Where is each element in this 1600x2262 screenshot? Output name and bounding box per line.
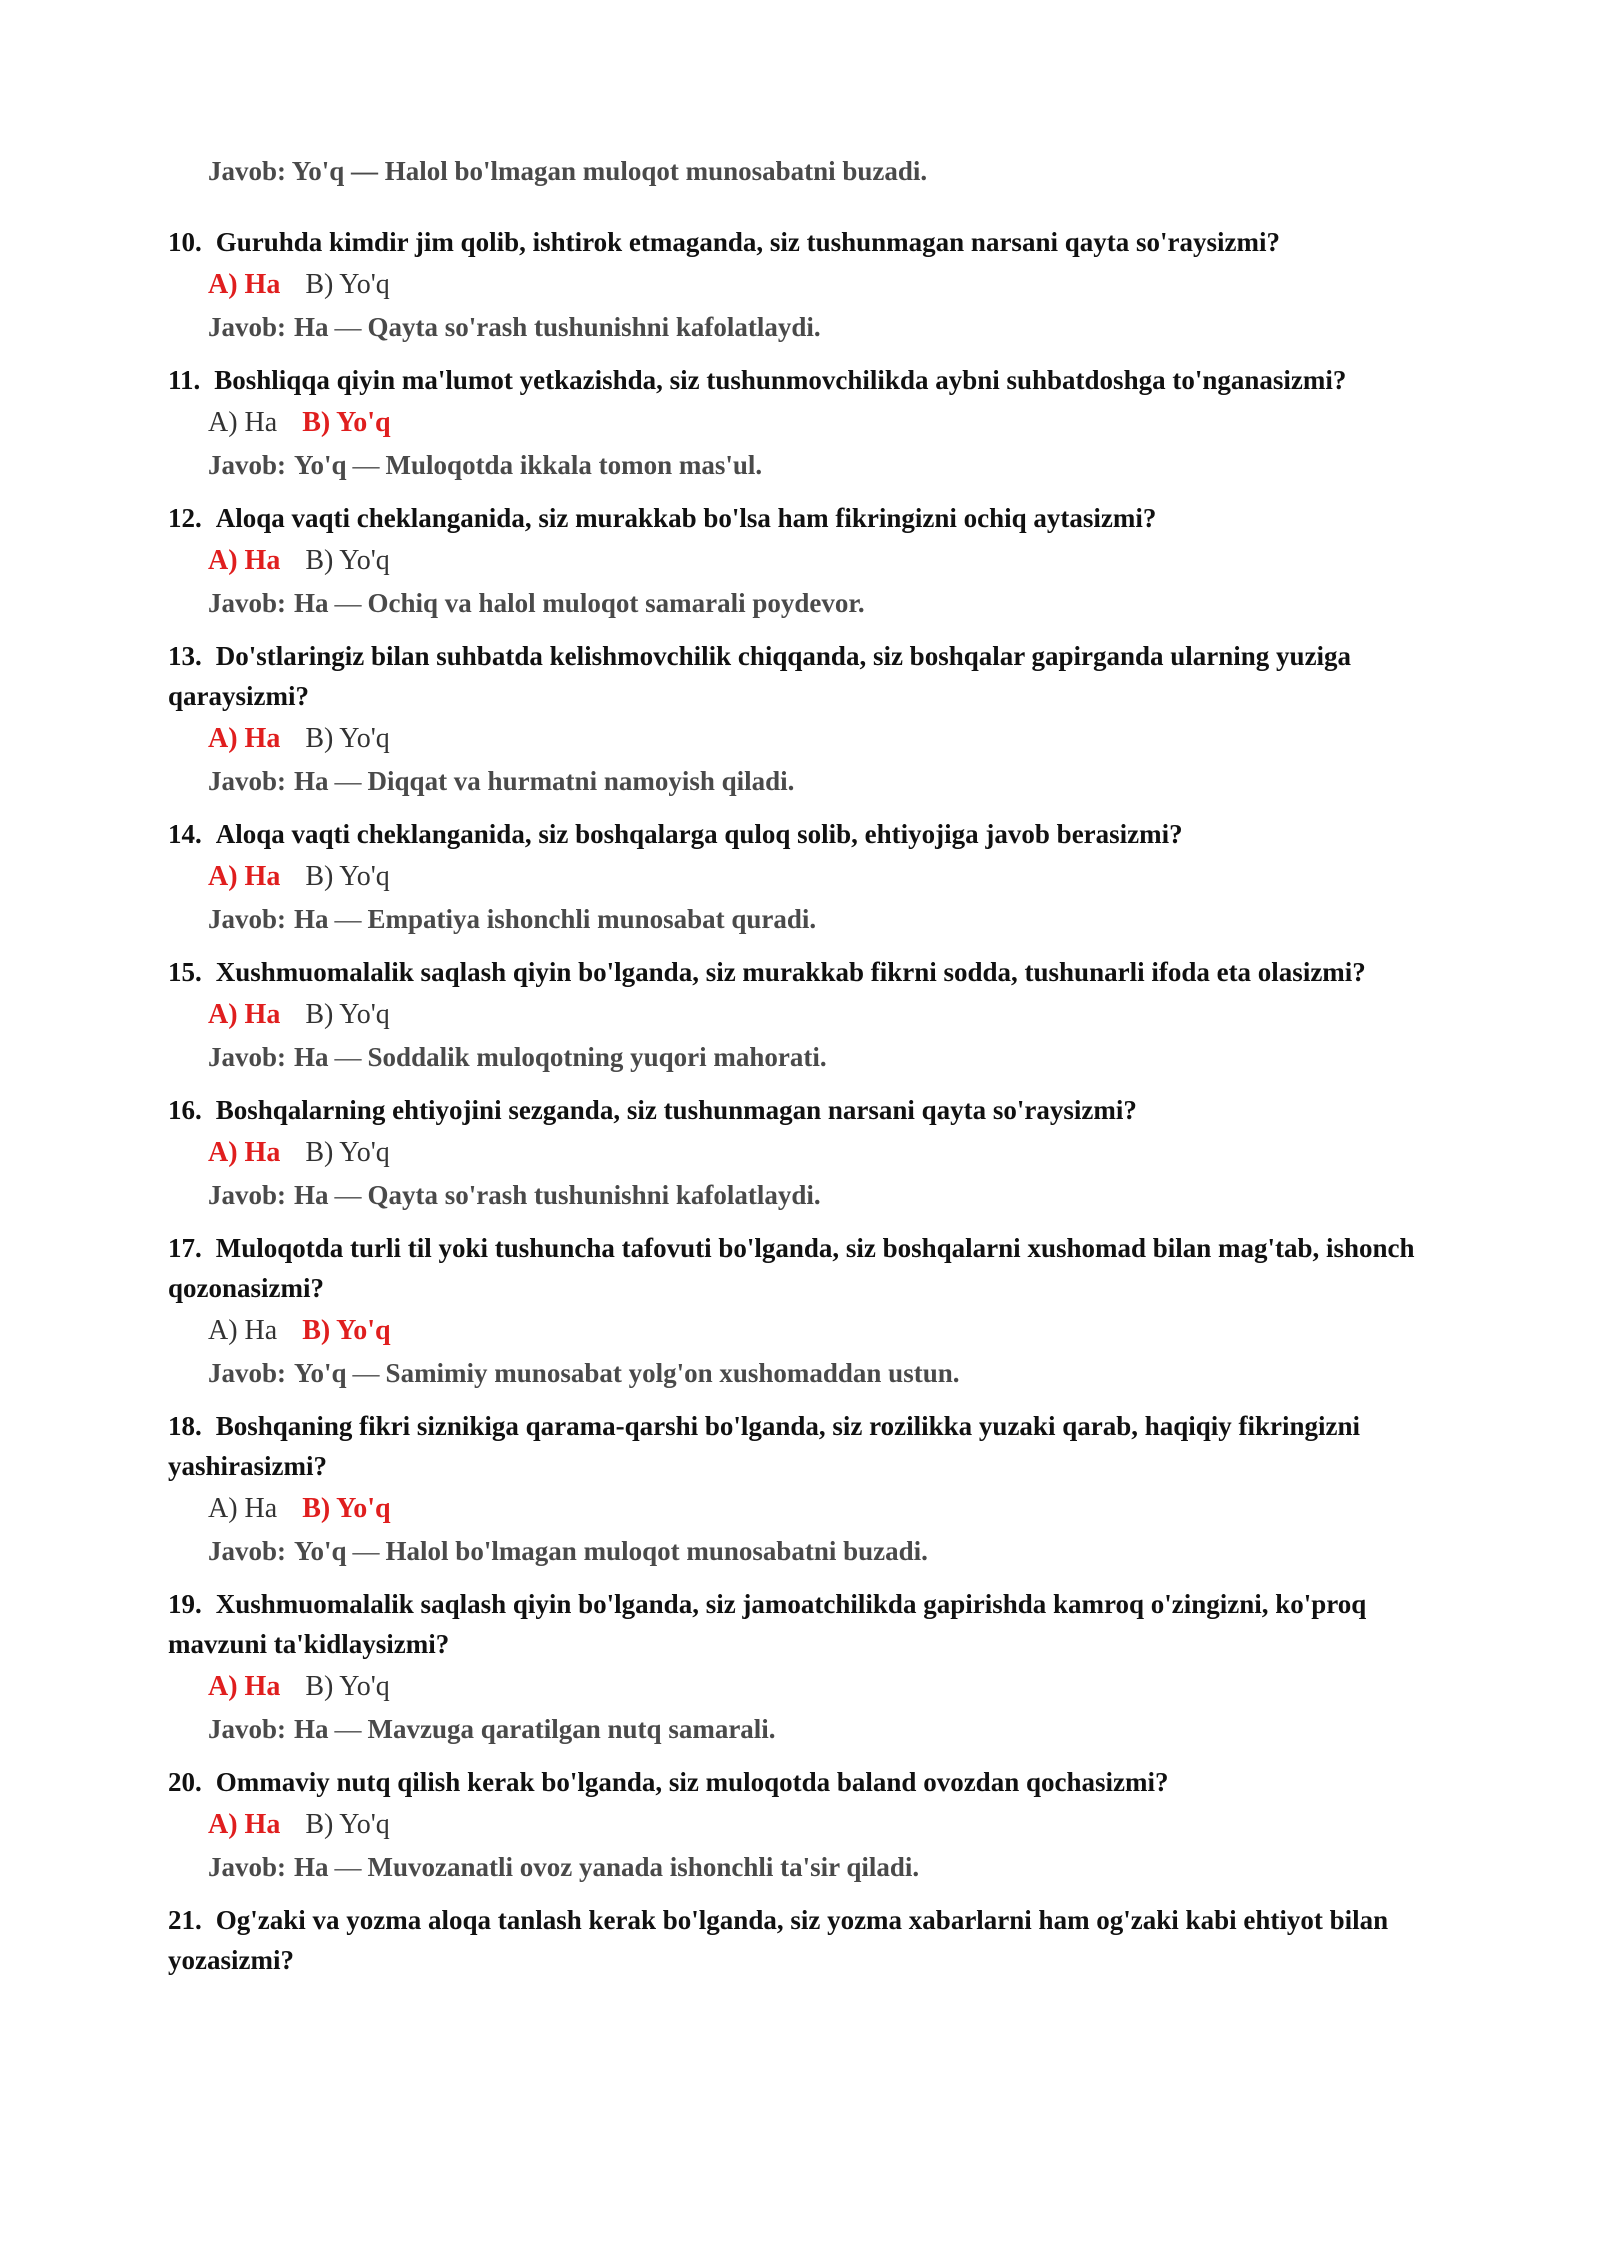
question-item [168,1090,1450,1216]
option-a: A) Ha [208,1809,281,1840]
options-row [208,1310,1450,1352]
answer-explanation: Ochiq va halol muloqot samarali poydevor. [367,588,865,618]
question-number: 14. [168,819,202,849]
question-number: 16. [168,1095,202,1125]
option-b: B) Yo'q [302,1493,391,1524]
question-number: 12. [168,503,202,533]
question-list [168,222,1450,1980]
question-text [168,222,1450,262]
answer-label: Javob: [208,1358,287,1388]
question-body: Guruhda kimdir jim qolib, ishtirok etmaganda, siz tushunmagan narsani qayta so'raysizmi? [215,227,1280,257]
options-row [208,1488,1450,1530]
option-b: B) Yo'q [305,999,390,1030]
answer-line [208,1708,1450,1750]
answer-value: Ha [294,766,329,796]
answer-line [208,582,1450,624]
question-item [168,1900,1450,1980]
question-body: Boshliqqa qiyin ma'lumot yetkazishda, siz tushunmovchilikda aybni suhbatdoshga to'nganasizmi? [214,365,1347,395]
options-row [208,994,1450,1036]
option-a: A) Ha [208,999,281,1030]
answer-label: Javob: [208,1042,287,1072]
option-a: A) Ha [208,861,281,892]
answer-line [208,444,1450,486]
options-row [208,402,1450,444]
question-body: Do'stlaringiz bilan suhbatda kelishmovchilik chiqqanda, siz boshqalar gapirganda ularning yuziga qaraysizmi? [168,641,1352,711]
question-number: 20. [168,1767,202,1797]
answer-dash: — [334,904,362,934]
answer-label: Javob: [208,588,287,618]
option-a: A) Ha [208,1671,281,1702]
question-item [168,498,1450,624]
option-b: B) Yo'q [305,269,390,300]
answer-dash: — [352,1358,380,1388]
question-number: 17. [168,1233,202,1263]
option-a: A) Ha [208,269,281,300]
answer-dash: — [352,450,380,480]
question-body: Boshqaning fikri siznikiga qarama-qarshi bo'lganda, siz rozilikka yuzaki qarab, haqiqiy fikringizni yashirasizmi? [168,1411,1361,1481]
question-number: 21. [168,1905,202,1935]
question-text [168,360,1450,400]
question-text [168,498,1450,538]
option-b: B) Yo'q [305,861,390,892]
question-text [168,952,1450,992]
question-body: Ommaviy nutq qilish kerak bo'lganda, siz muloqotda baland ovozdan qochasizmi? [215,1767,1169,1797]
question-text [168,1900,1450,1980]
answer-label: Javob: [208,1852,287,1882]
question-text [168,1584,1450,1664]
answer-label: Javob: [208,1180,287,1210]
answer-dash: — [334,1852,362,1882]
option-a: A) Ha [208,1137,281,1168]
option-a: A) Ha [208,545,281,576]
answer-dash: — [334,766,362,796]
question-item [168,1228,1450,1394]
question-text [168,1406,1450,1486]
option-b: B) Yo'q [305,723,390,754]
answer-explanation: Diqqat va hurmatni namoyish qiladi. [367,766,795,796]
answer-dash: — [334,312,362,342]
answer-line [208,1174,1450,1216]
answer-value: Ha [294,1852,329,1882]
question-number: 11. [168,365,201,395]
option-b: B) Yo'q [302,1315,391,1346]
answer-value: Ha [294,588,329,618]
question-body: Og'zaki va yozma aloqa tanlash kerak bo'lganda, siz yozma xabarlarni ham og'zaki kabi ehtiyot bilan yozasizmi? [168,1905,1389,1975]
answer-value: Ha [294,1714,329,1744]
answer-dash: — [334,1180,362,1210]
question-text [168,1762,1450,1802]
question-number: 10. [168,227,202,257]
answer-explanation: Soddalik muloqotning yuqori mahorati. [367,1042,827,1072]
question-item [168,952,1450,1078]
question-text [168,1228,1450,1308]
answer-value: Ha [294,1042,329,1072]
question-item [168,814,1450,940]
answer-value: Yo'q [294,1358,347,1388]
answer-line [208,306,1450,348]
answer-label: Javob: [208,1714,287,1744]
question-number: 19. [168,1589,202,1619]
answer-line [208,760,1450,802]
options-row [208,1132,1450,1174]
answer-value: Ha [294,904,329,934]
option-a: A) Ha [208,1493,278,1524]
answer-dash: — [352,1536,380,1566]
question-text [168,636,1450,716]
answer-explanation: Qayta so'rash tushunishni kafolatlaydi. [367,312,821,342]
answer-line [208,1846,1450,1888]
options-row [208,718,1450,760]
answer-label: Javob: [208,312,287,342]
answer-label: Javob: [208,1536,287,1566]
question-body: Aloqa vaqti cheklanganida, siz boshqalarga quloq solib, ehtiyojiga javob berasizmi? [215,819,1183,849]
answer-value: Yo'q [294,1536,347,1566]
answer-line: Javob: Yo'q — Halol bo'lmagan muloqot munosabatni buzadi. [208,156,928,186]
option-b: B) Yo'q [305,1671,390,1702]
answer-explanation: Mavzuga qaratilgan nutq samarali. [367,1714,776,1744]
answer-value: Ha [294,312,329,342]
question-number: 18. [168,1411,202,1441]
answer-dash: — [334,1714,362,1744]
question-item [168,222,1450,348]
option-b: B) Yo'q [305,1137,390,1168]
question-item [168,1406,1450,1572]
question-item [168,636,1450,802]
question-body: Aloqa vaqti cheklanganida, siz murakkab bo'lsa ham fikringizni ochiq aytasizmi? [215,503,1157,533]
option-a: A) Ha [208,723,281,754]
question-item [168,1584,1450,1750]
answer-value: Yo'q [294,450,347,480]
answer-explanation: Samimiy munosabat yolg'on xushomaddan ustun. [385,1358,960,1388]
options-row [208,1666,1450,1708]
answer-dash: — [334,588,362,618]
answer-label: Javob: [208,766,287,796]
options-row [208,856,1450,898]
question-item [168,360,1450,486]
answer-explanation: Empatiya ishonchli munosabat quradi. [367,904,817,934]
answer-line [208,1352,1450,1394]
answer-line [208,898,1450,940]
answer-value: Ha [294,1180,329,1210]
options-row [208,540,1450,582]
answer-label: Javob: [208,450,287,480]
answer-line [208,1530,1450,1572]
answer-explanation: Qayta so'rash tushunishni kafolatlaydi. [367,1180,821,1210]
option-b: B) Yo'q [305,1809,390,1840]
answer-explanation: Halol bo'lmagan muloqot munosabatni buzadi. [385,1536,928,1566]
option-a: A) Ha [208,1315,278,1346]
question-text [168,814,1450,854]
option-a: A) Ha [208,407,278,438]
answer-explanation: Muvozanatli ovoz yanada ishonchli ta'sir qiladi. [367,1852,920,1882]
question-number: 13. [168,641,202,671]
question-body: Xushmuomalalik saqlash qiyin bo'lganda, siz jamoatchilikda gapirishda kamroq o'zingizni, ko'proq mavzuni ta'kidlaysizmi? [168,1589,1367,1659]
question-number: 15. [168,957,202,987]
answer-explanation: Muloqotda ikkala tomon mas'ul. [385,450,763,480]
answer-label: Javob: [208,904,287,934]
question-item [168,1762,1450,1888]
option-b: B) Yo'q [305,545,390,576]
question-body: Muloqotda turli til yoki tushuncha tafovuti bo'lganda, siz boshqalarni xushomad bilan mag'tab, ishonch qozonasizmi? [168,1233,1415,1303]
answer-dash: — [334,1042,362,1072]
answer-line [208,1036,1450,1078]
question-body: Boshqalarning ehtiyojini sezganda, siz tushunmagan narsani qayta so'raysizmi? [215,1095,1137,1125]
options-row [208,1804,1450,1846]
options-row [208,264,1450,306]
question-body: Xushmuomalalik saqlash qiyin bo'lganda, siz murakkab fikrni sodda, tushunarli ifoda eta olasizmi? [215,957,1366,987]
option-b: B) Yo'q [302,407,391,438]
question-text [168,1090,1450,1130]
